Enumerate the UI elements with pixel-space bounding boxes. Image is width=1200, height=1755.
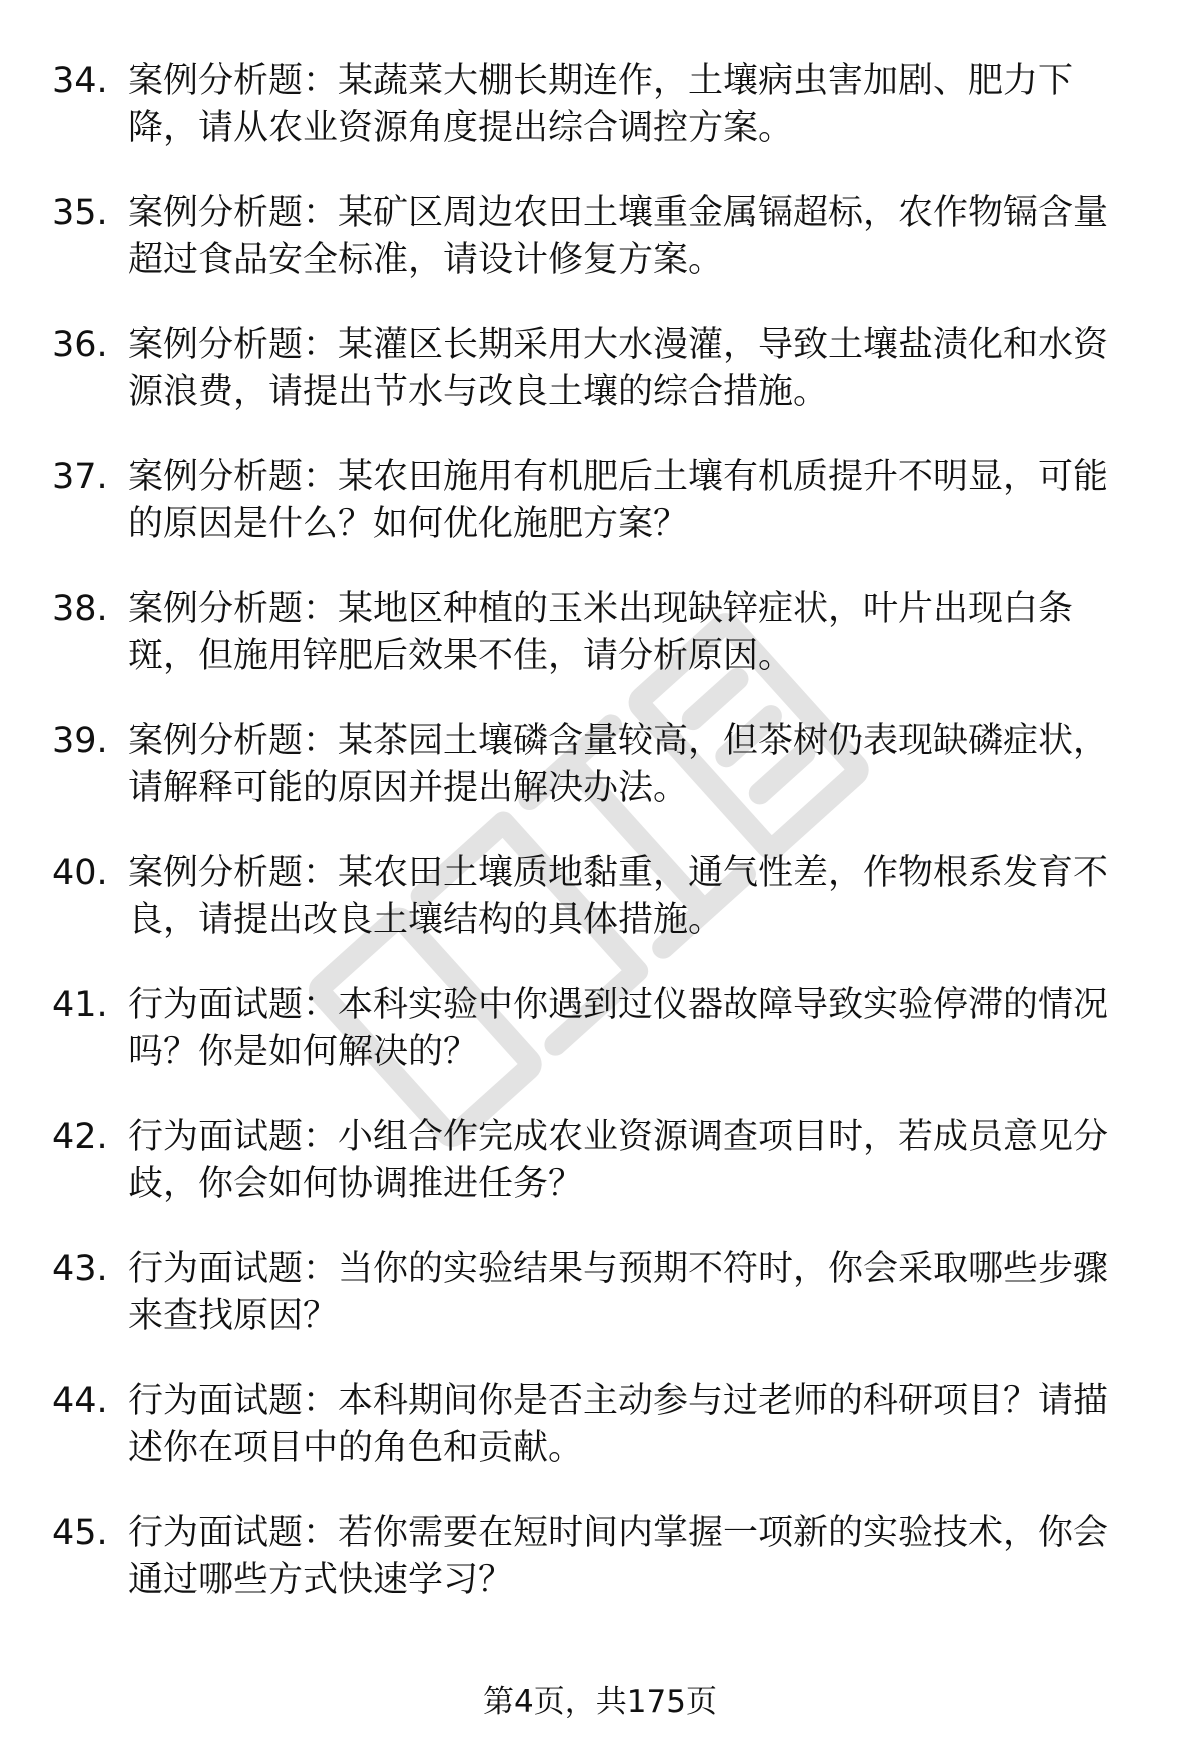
question-number: 41. [52, 985, 108, 1025]
question-number: 37. [52, 457, 108, 497]
question-text: 案例分析题：某农田土壤质地黏重，通气性差，作物根系发育不良，请提出改良土壤结构的具体措施。 [128, 853, 1109, 940]
question-item [52, 190, 1152, 298]
question-item [52, 322, 1152, 430]
question-text: 行为面试题：小组合作完成农业资源调查项目时，若成员意见分歧，你会如何协调推进任务？ [128, 1117, 1109, 1204]
question-number: 38. [52, 589, 108, 629]
question-text: 行为面试题：当你的实验结果与预期不符时，你会采取哪些步骤来查找原因？ [128, 1249, 1109, 1336]
question-text: 案例分析题：某农田施用有机肥后土壤有机质提升不明显，可能的原因是什么？如何优化施肥方案？ [128, 457, 1109, 544]
question-item [52, 586, 1152, 694]
question-text: 行为面试题：若你需要在短时间内掌握一项新的实验技术，你会通过哪些方式快速学习？ [128, 1513, 1109, 1600]
question-item [52, 718, 1152, 826]
question-text: 案例分析题：某矿区周边农田土壤重金属镉超标，农作物镉含量超过食品安全标准，请设计修复方案。 [128, 193, 1109, 280]
question-list [52, 58, 1152, 1642]
question-text: 案例分析题：某茶园土壤磷含量较高，但茶树仍表现缺磷症状，请解释可能的原因并提出解决办法。 [128, 721, 1109, 808]
question-number: 45. [52, 1513, 108, 1553]
question-item [52, 1114, 1152, 1222]
question-item [52, 1510, 1152, 1618]
question-item [52, 982, 1152, 1090]
page-footer: 第4页，共175页 [483, 1684, 717, 1720]
question-number: 35. [52, 193, 108, 233]
question-item [52, 58, 1152, 166]
question-number: 43. [52, 1249, 108, 1289]
question-number: 36. [52, 325, 108, 365]
question-item [52, 454, 1152, 562]
question-text: 行为面试题：本科实验中你遇到过仪器故障导致实验停滞的情况吗？你是如何解决的？ [128, 985, 1109, 1072]
question-number: 34. [52, 61, 108, 101]
question-text: 案例分析题：某地区种植的玉米出现缺锌症状，叶片出现白条斑，但施用锌肥后效果不佳，请分析原因。 [128, 589, 1074, 676]
question-text: 案例分析题：某灌区长期采用大水漫灌，导致土壤盐渍化和水资源浪费，请提出节水与改良土壤的综合措施。 [128, 325, 1109, 412]
question-item [52, 1378, 1152, 1486]
question-text: 案例分析题：某蔬菜大棚长期连作，土壤病虫害加剧、肥力下降，请从农业资源角度提出综合调控方案。 [128, 61, 1074, 148]
question-number: 40. [52, 853, 108, 893]
question-number: 44. [52, 1381, 108, 1421]
question-number: 42. [52, 1117, 108, 1157]
question-item [52, 1246, 1152, 1354]
question-text: 行为面试题：本科期间你是否主动参与过老师的科研项目？请描述你在项目中的角色和贡献。 [128, 1381, 1109, 1468]
question-item [52, 850, 1152, 958]
question-number: 39. [52, 721, 108, 761]
